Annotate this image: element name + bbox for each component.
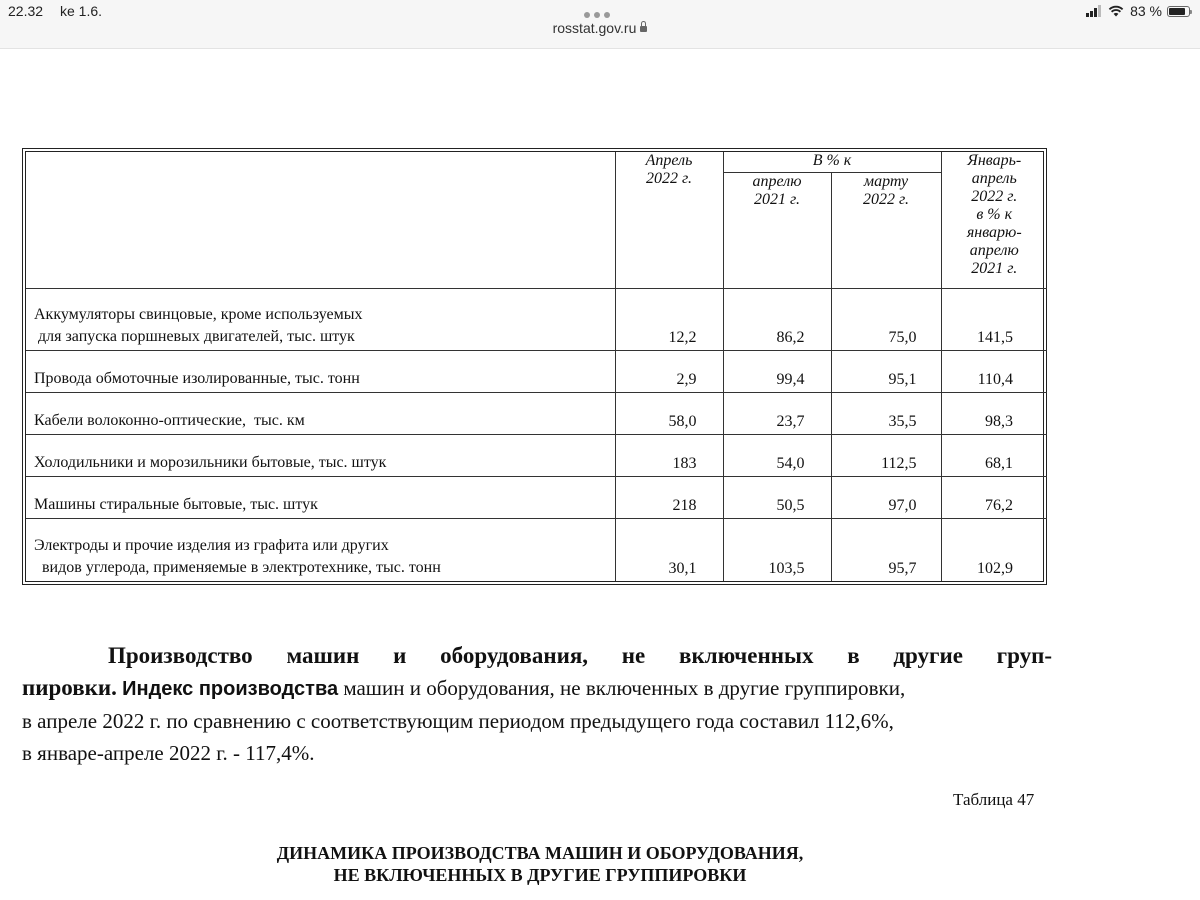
row-value: 97,0 bbox=[831, 477, 941, 519]
row-value: 12,2 bbox=[615, 288, 723, 350]
row-name: Кабели волоконно-оптические, тыс. км bbox=[26, 393, 615, 435]
row-value: 218 bbox=[615, 477, 723, 519]
header-march-2022: марту 2022 г. bbox=[831, 172, 941, 288]
index-label: Индекс производства bbox=[122, 678, 339, 700]
row-value: 68,1 bbox=[941, 435, 1047, 477]
status-indicators bbox=[1086, 3, 1190, 19]
battery-percent: 83 % bbox=[1130, 3, 1162, 19]
row-value: 23,7 bbox=[723, 393, 831, 435]
table-title-line-2: НЕ ВКЛЮЧЕННЫХ В ДРУГИЕ ГРУППИРОВКИ bbox=[333, 865, 747, 885]
production-table bbox=[22, 148, 1047, 585]
table-row bbox=[26, 350, 1047, 392]
table-number: Таблица 47 bbox=[953, 790, 1035, 809]
battery-icon bbox=[1167, 6, 1190, 17]
row-value: 2,9 bbox=[615, 350, 723, 392]
row-value: 50,5 bbox=[723, 477, 831, 519]
header-jan-apr: Январь- апрель 2022 г. в % к январю- апрелю 2021 г. bbox=[941, 152, 1047, 288]
row-name: Холодильники и морозильники бытовые, тыс. штук bbox=[26, 435, 615, 477]
row-value: 98,3 bbox=[941, 393, 1047, 435]
section-heading-cont: пировки. bbox=[22, 675, 117, 700]
battery-fill bbox=[1169, 8, 1185, 15]
table-row bbox=[26, 519, 1047, 581]
table-row bbox=[26, 393, 1047, 435]
clock: 22.32 bbox=[8, 3, 44, 19]
table-title-line-1: ДИНАМИКА ПРОИЗВОДСТВА МАШИН И ОБОРУДОВАНИЯ, bbox=[276, 843, 804, 863]
row-name: Машины стиральные бытовые, тыс. штук bbox=[26, 477, 615, 519]
table-row bbox=[26, 288, 1047, 350]
address-bar[interactable] bbox=[0, 20, 1200, 36]
row-value: 58,0 bbox=[615, 393, 723, 435]
row-value: 86,2 bbox=[723, 288, 831, 350]
table-row bbox=[26, 477, 1047, 519]
row-value: 35,5 bbox=[831, 393, 941, 435]
row-value: 99,4 bbox=[723, 350, 831, 392]
status-bar bbox=[0, 0, 1200, 49]
cellular-signal-icon bbox=[1086, 5, 1102, 17]
header-blank bbox=[26, 152, 615, 288]
section-heading: Производство машин и оборудования, не включенных в другие груп- bbox=[108, 643, 1052, 668]
row-value: 110,4 bbox=[941, 350, 1047, 392]
header-april-2022: Апрель 2022 г. bbox=[615, 152, 723, 288]
row-name: Электроды и прочие изделия из графита или других видов углерода, применяемые в электротехнике, тыс. тонн bbox=[26, 519, 615, 581]
row-value: 112,5 bbox=[831, 435, 941, 477]
row-value: 102,9 bbox=[941, 519, 1047, 581]
table-row bbox=[26, 435, 1047, 477]
row-value: 75,0 bbox=[831, 288, 941, 350]
header-april-2021: апрелю 2021 г. bbox=[723, 172, 831, 288]
more-dots-icon[interactable] bbox=[584, 5, 618, 15]
paragraph-text-1: машин и оборудования, не включенных в другие группировки, bbox=[338, 676, 906, 700]
row-value: 103,5 bbox=[723, 519, 831, 581]
wifi-icon bbox=[1108, 5, 1124, 17]
section-paragraph bbox=[22, 640, 1052, 769]
lock-icon bbox=[640, 26, 647, 32]
header-percent-group: В % к bbox=[723, 152, 941, 172]
row-name: Аккумуляторы свинцовые, кроме используемых для запуска поршневых двигателей, тыс. штук bbox=[26, 288, 615, 350]
row-value: 95,7 bbox=[831, 519, 941, 581]
row-name: Провода обмоточные изолированные, тыс. тонн bbox=[26, 350, 615, 392]
url-text: rosstat.gov.ru bbox=[552, 20, 637, 36]
table-title bbox=[200, 842, 880, 886]
row-value: 141,5 bbox=[941, 288, 1047, 350]
date: ke 1.6. bbox=[60, 3, 103, 19]
row-value: 76,2 bbox=[941, 477, 1047, 519]
row-value: 30,1 bbox=[615, 519, 723, 581]
paragraph-text-2: в апреле 2022 г. по сравнению с соответствующим периодом предыдущего года составил 112,6%, bbox=[22, 709, 894, 733]
row-value: 95,1 bbox=[831, 350, 941, 392]
row-value: 54,0 bbox=[723, 435, 831, 477]
paragraph-text-3: в январе-апреле 2022 г. - 117,4%. bbox=[22, 741, 315, 765]
row-value: 183 bbox=[615, 435, 723, 477]
